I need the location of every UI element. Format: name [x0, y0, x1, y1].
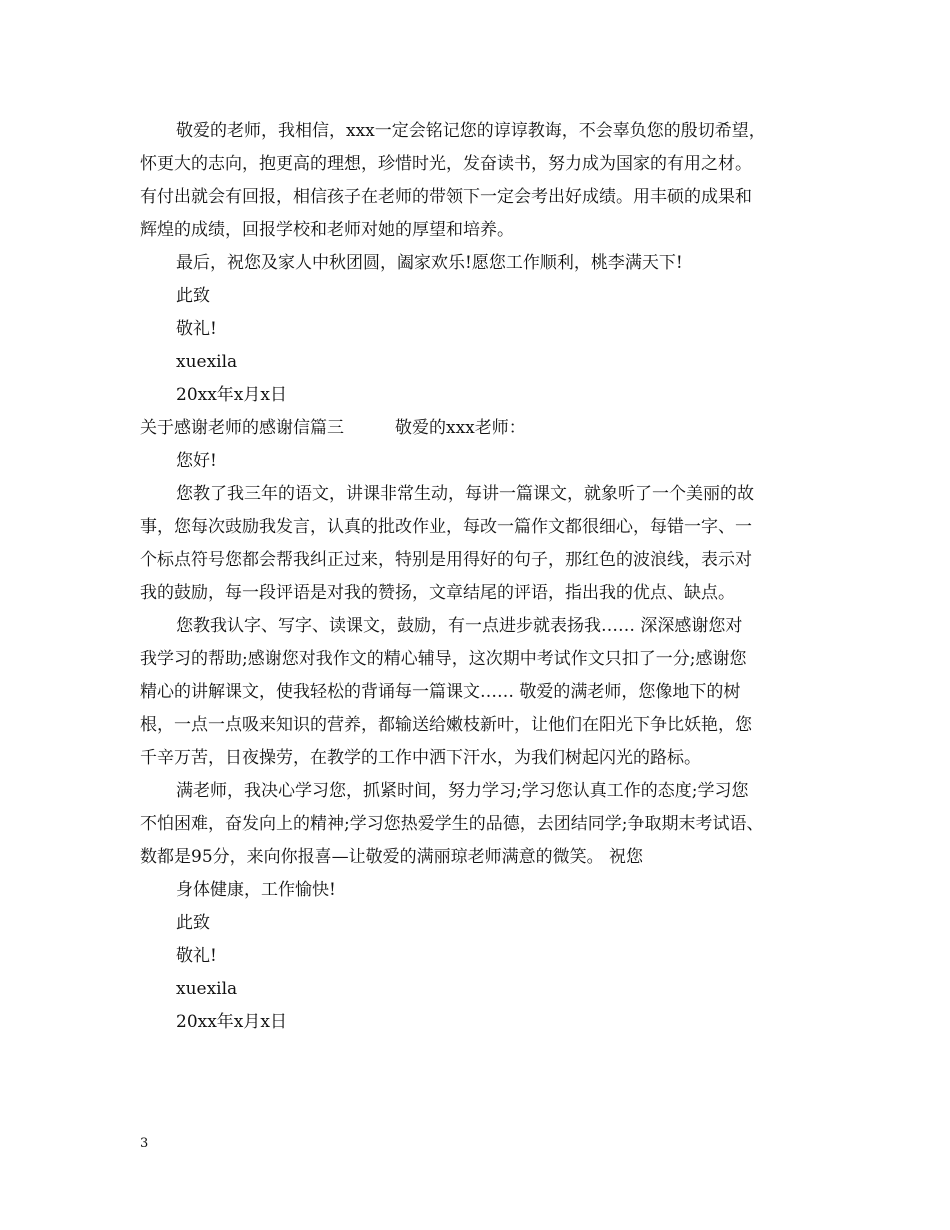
- text-line: 最后，祝您及家人中秋团圆，阖家欢乐!愿您工作顺利，桃李满天下!: [176, 253, 683, 273]
- text-line: 精心的讲解课文，使我轻松的背诵每一篇课文…… 敬爱的满老师，您像地下的树: [140, 682, 741, 702]
- text-line: 您教我认字、写字、读课文，鼓励，有一点进步就表扬我…… 深深感谢您对: [176, 616, 743, 636]
- text-line: 我学习的帮助;感谢您对我作文的精心辅导，这次期中考试作文只扣了一分;感谢您: [140, 649, 747, 669]
- document-body: [140, 115, 830, 1039]
- text-line: 根，一点一点吸来知识的营养，都输送给嫩枝新叶，让他们在阳光下争比妖艳，您: [140, 715, 752, 735]
- text-line: xuexila: [176, 352, 238, 372]
- page-number: 3: [140, 1136, 149, 1151]
- text-line: 千辛万苦，日夜操劳，在教学的工作中洒下汗水，为我们树起闪光的路标。: [140, 748, 701, 768]
- text-line: 关于感谢老师的感谢信篇三 敬爱的xxx老师：: [140, 418, 526, 438]
- text-line: 怀更大的志向，抱更高的理想，珍惜时光，发奋读书，努力成为国家的有用之材。: [140, 154, 752, 174]
- text-line: 数都是95分，来向你报喜—让敬爱的满丽琼老师满意的微笑。 祝您: [140, 847, 644, 867]
- text-line: 有付出就会有回报，相信孩子在老师的带领下一定会考出好成绩。用丰硕的成果和: [140, 187, 752, 207]
- text-line: 此致: [176, 913, 210, 933]
- text-line: 20xx年x月x日: [176, 385, 287, 405]
- text-line: 您好!: [176, 451, 217, 471]
- text-line: 我的鼓励，每一段评语是对我的赞扬，文章结尾的评语，指出我的优点、缺点。: [140, 583, 735, 603]
- text-line: 个标点符号您都会帮我纠正过来，特别是用得好的句子，那红色的波浪线，表示对: [140, 550, 752, 570]
- text-line: 此致: [176, 286, 210, 306]
- text-line: 敬礼!: [176, 319, 217, 339]
- text-line: xuexila: [176, 979, 238, 999]
- text-line: 满老师，我决心学习您，抓紧时间，努力学习;学习您认真工作的态度;学习您: [176, 781, 749, 801]
- text-line: 20xx年x月x日: [176, 1012, 287, 1032]
- text-line: 事，您每次豉励我发言，认真的批改作业，每改一篇作文都很细心，每错一字、一: [140, 517, 752, 537]
- text-line: 身体健康，工作愉快!: [176, 880, 336, 900]
- text-line: 辉煌的成绩，回报学校和老师对她的厚望和培养。: [140, 220, 514, 240]
- text-line: 您教了我三年的语文，讲课非常生动，每讲一篇课文，就象听了一个美丽的故: [176, 484, 754, 504]
- text-line: 不怕困难，奋发向上的精神;学习您热爱学生的品德，去团结同学;争取期末考试语、: [140, 814, 764, 834]
- text-line: 敬礼!: [176, 946, 217, 966]
- text-line: 敬爱的老师，我相信，xxx一定会铭记您的谆谆教诲，不会辜负您的殷切希望，: [176, 121, 766, 141]
